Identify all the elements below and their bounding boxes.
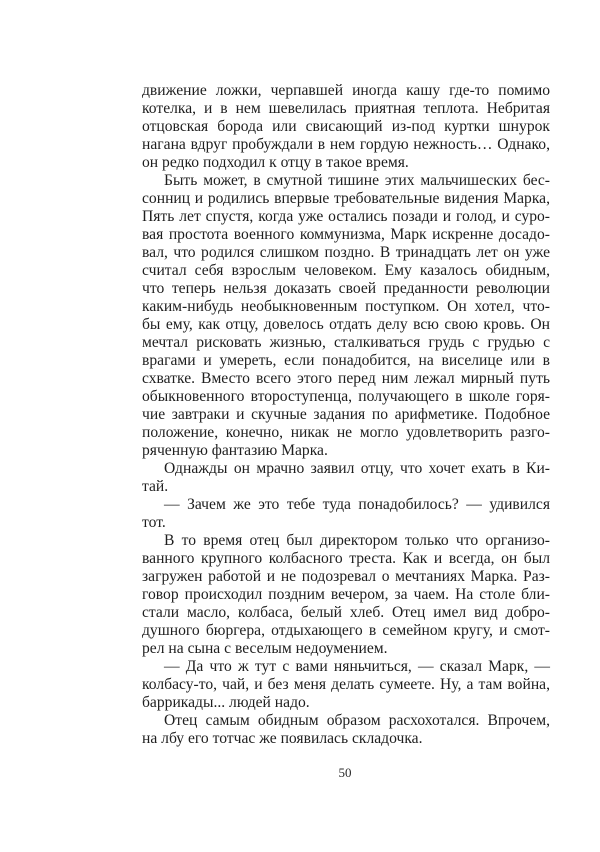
page-text xyxy=(142,82,550,748)
text-line xyxy=(142,334,550,352)
text-line xyxy=(142,388,550,406)
text-line xyxy=(142,100,550,118)
text-line xyxy=(142,604,550,622)
line-text: чие завтраки и скучные задания по арифметике. Подобное xyxy=(142,406,550,423)
text-line xyxy=(142,442,550,460)
text-line xyxy=(142,226,550,244)
line-text: загружен работой и не подозревал о мечтаниях Марка. Раз- xyxy=(142,568,550,585)
line-text: схватке. Вместо всего этого перед ним лежал мирный путь xyxy=(142,370,550,387)
text-line xyxy=(142,136,550,154)
line-text: стали масло, колбаса, белый хлеб. Отец имел вид добро- xyxy=(142,604,550,621)
text-line xyxy=(142,316,550,334)
text-line xyxy=(142,640,550,658)
line-text: котелка, и в нем шевелилась приятная теплота. Небритая xyxy=(142,100,550,117)
line-text: тот. xyxy=(142,514,166,531)
text-line xyxy=(142,352,550,370)
line-text: Быть может, в смутной тишине этих мальчишеских бес- xyxy=(164,172,550,189)
line-text: говор происходил поздним вечером, за чаем. На столе бли- xyxy=(142,586,550,603)
text-line xyxy=(142,514,550,532)
line-text: — Зачем же это тебе туда понадобилось? — удивился xyxy=(164,496,550,513)
line-text: — Да что ж тут с вами няньчиться, — сказал Марк, — xyxy=(164,658,550,675)
line-text: вал, что родился слишком поздно. В тринадцать лет он уже xyxy=(142,244,550,261)
text-line xyxy=(142,730,550,748)
line-text: баррикады... людей надо. xyxy=(142,694,310,711)
text-line xyxy=(142,154,550,172)
line-text: мечтал рисковать жизнью, сталкиваться грудь с грудью с xyxy=(142,334,550,351)
line-text: бы ему, как отцу, довелось отдать делу всю свою кровь. Он xyxy=(142,316,550,333)
line-text: считал себя взрослым человеком. Ему казалось обидным, xyxy=(142,262,550,279)
text-line xyxy=(142,496,550,514)
text-line xyxy=(142,550,550,568)
line-text: каким-нибудь необыкновенным поступком. Он хотел, что- xyxy=(142,298,550,315)
paragraph xyxy=(142,496,550,532)
line-text: Однажды он мрачно заявил отцу, что хочет ехать в Ки- xyxy=(164,460,550,477)
line-text: нагана вдруг пробуждали в нем гордую нежность… Однако, xyxy=(142,136,550,153)
line-text: Отец самым обидным образом расхохотался. Впрочем, xyxy=(164,712,550,729)
paragraph xyxy=(142,532,550,658)
line-text: рел на сына с веселым недоумением. xyxy=(142,640,388,657)
text-line xyxy=(142,568,550,586)
paragraph xyxy=(142,172,550,460)
line-text: душного бюргера, отдыхающего в семейном кругу, и смот- xyxy=(142,622,550,639)
line-text: сонниц и родились впервые требовательные видения Марка, xyxy=(142,190,550,207)
text-line xyxy=(142,460,550,478)
line-text: движение ложки, черпавшей иногда кашу где-то помимо xyxy=(142,82,550,99)
text-line xyxy=(142,532,550,550)
line-text: на лбу его тотчас же появилась складочка. xyxy=(142,730,423,747)
text-line xyxy=(142,370,550,388)
text-line xyxy=(142,262,550,280)
text-line xyxy=(142,244,550,262)
line-text: В то время отец был директором только что организо- xyxy=(164,532,550,549)
line-text: Пять лет спустя, когда уже остались позади и голод, и суро- xyxy=(142,208,550,225)
text-line xyxy=(142,424,550,442)
text-line xyxy=(142,676,550,694)
text-line xyxy=(142,208,550,226)
text-line xyxy=(142,694,550,712)
line-text: вая простота военного коммунизма, Марк искренне досадо- xyxy=(142,226,550,243)
text-line xyxy=(142,298,550,316)
text-line xyxy=(142,280,550,298)
text-line xyxy=(142,586,550,604)
text-line xyxy=(142,478,550,496)
page-number: 50 xyxy=(338,765,352,780)
text-line xyxy=(142,190,550,208)
line-text: ряченную фантазию Марка. xyxy=(142,442,328,459)
line-text: отцовская борода или свисающий из-под куртки шнурок xyxy=(142,118,550,135)
line-text: колбасу-то, чай, и без меня делать сумеете. Ну, а там война, xyxy=(142,676,550,693)
line-text: он редко подходил к отцу в такое время. xyxy=(142,154,409,171)
line-text: врагами и умереть, если понадобится, на виселице или в xyxy=(142,352,550,369)
line-text: что теперь нельзя доказать своей преданности революции xyxy=(142,280,550,297)
paragraph xyxy=(142,712,550,748)
text-line xyxy=(142,622,550,640)
paragraph xyxy=(142,460,550,496)
text-line xyxy=(142,82,550,100)
line-text: обыкновенного второступенца, получающего в школе горя- xyxy=(142,388,550,405)
text-line xyxy=(142,712,550,730)
line-text: тай. xyxy=(142,478,169,495)
text-line xyxy=(142,658,550,676)
paragraph xyxy=(142,658,550,712)
line-text: ванного крупного колбасного треста. Как и всегда, он был xyxy=(142,550,550,567)
text-line xyxy=(142,118,550,136)
text-line xyxy=(142,172,550,190)
line-text: положение, конечно, никак не могло удовлетворить разго- xyxy=(142,424,550,441)
text-line xyxy=(142,406,550,424)
paragraph xyxy=(142,82,550,172)
